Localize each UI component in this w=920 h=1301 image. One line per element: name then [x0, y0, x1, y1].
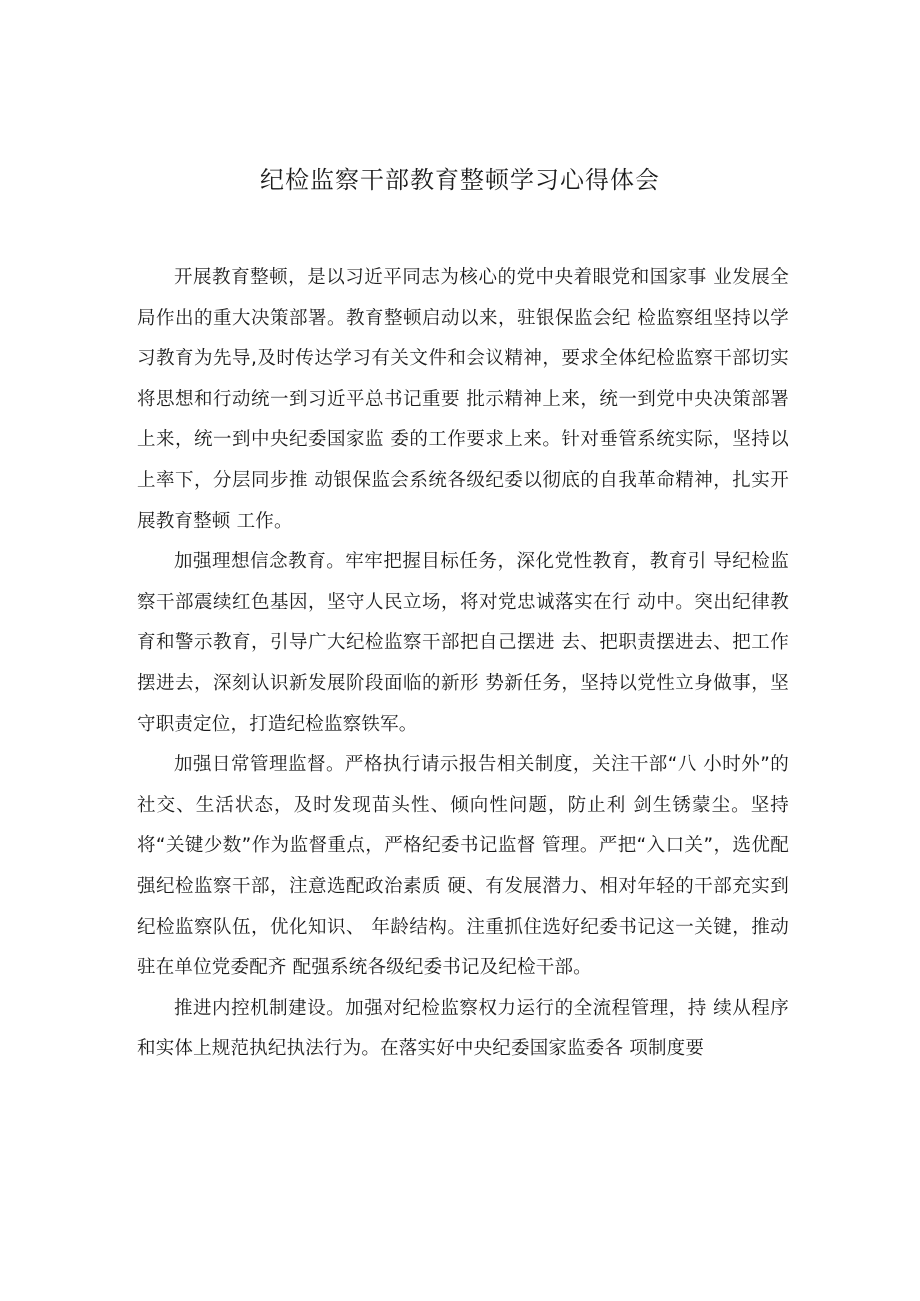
- paragraph-ideals-education: 加强理想信念教育。牢牢把握目标任务，深化党性教育，教育引 导纪检监察干部震续红色基因，坚守人民立场，将对党忠诚落实在行 动中。突出纪律教育和警示教育，引导广大纪检监察干部把自己摆进 去、把职责摆进去、把工作摆进去，深刻认识新发展阶段面临的新形 势新任务，坚持以党性立身做事，坚守职责定位，打造纪检监察铁军。: [137, 551, 789, 735]
- paragraph-intro: 开展教育整顿，是以习近平同志为核心的党中央着眼党和国家事 业发展全局作出的重大决策部署。教育整顿启动以来，驻银保监会纪 检监察组坚持以学习教育为先导,及时传达学习有关文件和会议精神，要求全体纪检监察干部切实将思想和行动统一到习近平总书记重要 批示精神上来，统一到党中央决策部署上来，统一到中央纪委国家监 委的工作要求上来。针对垂管系统实际，坚持以上率下，分层同步推 动银保监会系统各级纪委以彻底的自我革命精神，扎实开展教育整顿 工作。: [137, 267, 789, 532]
- paragraph-daily-supervision: 加强日常管理监督。严格执行请示报告相关制度，关注干部“八 小时外”的社交、生活状态，及时发现苗头性、倾向性问题，防止利 剑生锈蒙尘。坚持将“关键少数”作为监督重点，严格纪委书记监督 管理。严把“入口关”，选优配强纪检监察干部，注意选配政治素质 硬、有发展潜力、相对年轻的干部充实到纪检监察队伍，优化知识、 年龄结构。注重抓住选好纪委书记这一关键，推动驻在单位党委配齐 配强系统各级纪委书记及纪检干部。: [137, 754, 789, 979]
- paragraph-internal-control: 推进内控机制建设。加强对纪检监察权力运行的全流程管理，持 续从程序和实体上规范执纪执法行为。在落实好中央纪委国家监委各 项制度要: [137, 997, 789, 1060]
- document-title: 纪检监察干部教育整顿学习心得体会: [260, 166, 660, 194]
- document-body: [137, 258, 789, 1070]
